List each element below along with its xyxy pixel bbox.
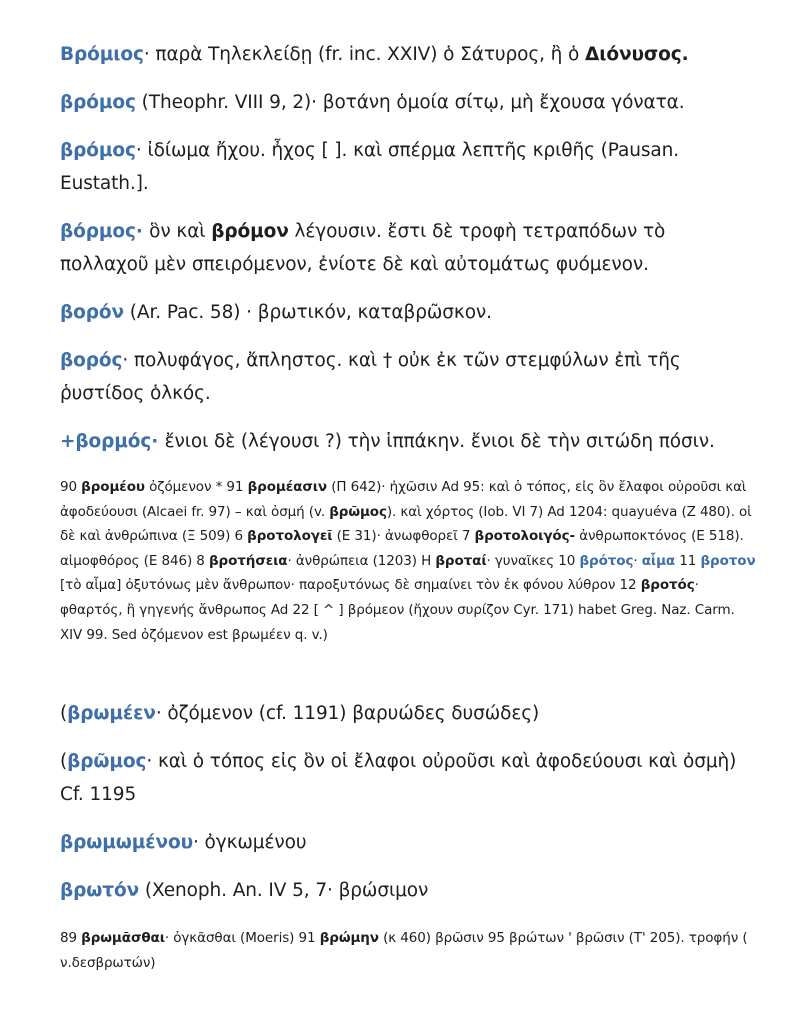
- entry-text: λέγουσιν. ἔστι δὲ τροφὴ τετραπόδων τὸ πολλαχοῦ μὲν σπειρόμενον, ἐνίοτε δὲ καὶ αὐτομάτως φυόμενον.: [60, 221, 666, 275]
- entry-boron: [60, 296, 750, 329]
- bold-term: Διόνυσος.: [585, 44, 689, 65]
- entry-text: 11: [675, 552, 701, 569]
- entry-text: ἔνιοι δὲ (λέγουσι ?) τὴν ἱππάκην. ἔνιοι δὲ τὴν σιτώδη πόσιν.: [164, 431, 715, 452]
- entry-text: (Xenoph. An. IV 5, 7· βρώσιμον: [139, 880, 429, 901]
- headword: βρότος: [579, 552, 634, 569]
- headword: βρωμέεν: [67, 703, 156, 724]
- headword: βρωτόν: [60, 880, 140, 901]
- headword: βρωμωμένου: [60, 832, 193, 853]
- bold-term: βροτήσεια: [208, 552, 288, 569]
- headword: βρῶμος: [67, 751, 147, 772]
- entry-text: (κ 460) βρῶσιν 95 βρώτων ' βρῶσιν (Τ' 205). τροφήν ( ν.δεσβρωτών): [60, 930, 748, 971]
- bold-term: βρόμον: [211, 221, 289, 242]
- entry-text: ·: [633, 552, 642, 569]
- bold-term: βροτός: [640, 577, 695, 594]
- entry-bromeen: [60, 697, 750, 730]
- entry-bormos-plus: [60, 425, 750, 458]
- entry-text: (Ar. Pac. 58) · βρωτικόν, καταβρῶσκον.: [124, 302, 492, 323]
- entry-text: · πολυφάγος, ἄπληστος. καὶ † οὐκ ἐκ τῶν στεμφύλων ἐπὶ τῆς ῥυστίδος ὁλκός.: [60, 350, 681, 404]
- headword: +βορμός·: [60, 431, 165, 452]
- entry-bromomenou: [60, 826, 750, 859]
- bold-term: βροτολοιγός-: [474, 528, 575, 545]
- entry-bromos-plant: [60, 86, 750, 119]
- entry-text: (Theophr. VIII 9, 2)· βοτάνη ὁμοία σίτῳ, μὴ ἔχουσα γόνατα.: [135, 92, 685, 113]
- bold-term: βρομέασιν: [247, 479, 328, 495]
- bold-term: βρώμην: [319, 930, 379, 946]
- entry-text: · ἰδίωμα ἤχου. ἦχος [ ]. καὶ σπέρμα λεπτῆς κριθῆς (Pausan. Eustath.].: [60, 140, 680, 194]
- bold-term: βρωμᾶσθαι: [81, 930, 165, 946]
- entry-bromios: [60, 38, 750, 71]
- headword: βόρμος: [60, 221, 136, 242]
- entry-text: · φθαρτός, ἢ γηγενής ἄνθρωπος Ad 22 [ ^ ] βρόμεον (ἤχουν συρίζον Cyr. 171) habet Greg. Naz. Carm. XIV 99. Sed ὀζόμενον est βρωμέεν q. v.): [60, 577, 735, 643]
- apparatus-note-2: [60, 926, 760, 975]
- headword: βρόμος: [60, 140, 136, 161]
- bold-term: βρῶμος: [329, 503, 387, 520]
- entry-text: · ὀζόμενον (cf. 1191) βαρυώδες δυσώδες): [155, 703, 540, 724]
- entry-broton: [60, 874, 750, 907]
- entry-text: ). καὶ χόρτος (Iob. VI 7) Ad 1204: quayuéva (Z 480). οἱ δὲ καὶ ἀνθρώπινα (Ξ 509) 6: [60, 503, 752, 545]
- entry-bromos-place: [60, 745, 750, 811]
- entry-text: · ἀνθρώπεια (1203) H: [287, 552, 436, 569]
- entry-text: (: [60, 703, 68, 724]
- entry-text: ἀνθρωποκτόνος (Ε 518). αἱμοφθόρος (Ε 846) 8: [60, 528, 744, 569]
- entry-text: ὀζόμενον * 91: [144, 479, 248, 495]
- entry-text: (Ε 31)· ἀνωφθορεῖ 7: [332, 528, 475, 545]
- headword: βορός: [60, 350, 123, 371]
- bold-term: βροταί: [435, 552, 487, 569]
- headword: βορόν: [60, 302, 125, 323]
- entry-bromos-sound: [60, 134, 750, 200]
- entry-text: ὃν καὶ: [149, 221, 212, 242]
- entry-text: [τὸ αἷμα] ὀξυτόνως μὲν ἄνθρωπον· παροξυτόνως δὲ σημαίνει τὸν ἐκ φόνου λύθρον 12: [60, 577, 641, 594]
- entry-bormos: [60, 215, 750, 281]
- bold-term: βρομέου: [81, 479, 145, 495]
- entry-text: · καὶ ὁ τόπος εἰς ὃν οἱ ἔλαφοι οὐροῦσι καὶ ἀφοδεύουσι καὶ ὀσμὴ) Cf. 1195: [60, 751, 737, 805]
- apparatus-note-1: [60, 475, 760, 647]
- entry-text: · ὀγκᾶσθαι (Moeris) 91: [164, 930, 320, 946]
- bold-term: βροτολογεῖ: [247, 528, 333, 545]
- entry-text: · ὀγκωμένου: [192, 832, 307, 853]
- headword: αἷμα: [641, 552, 676, 569]
- entry-text: · γυναῖκες 10: [486, 552, 580, 569]
- headword: βρόμος: [60, 92, 136, 113]
- entry-text: 89: [60, 930, 82, 946]
- entry-text: (: [60, 751, 68, 772]
- headword: Βρόμιος: [60, 44, 144, 65]
- entry-text: 90: [60, 479, 82, 495]
- entry-text: (Π 642)· ἠχῶσιν Ad 95: καὶ ὁ τόπος, εἰς ὃν ἔλαφοι οὐροῦσι καὶ ἀφοδεύουσι (Alcaei fr. 97) – καὶ ὀσμή (v.: [60, 479, 747, 520]
- entry-boros: [60, 344, 750, 410]
- entry-text: · παρὰ Τηλεκλείδῃ (fr. inc. XXIV) ὁ Σάτυρος, ἢ ὁ: [143, 44, 586, 65]
- headword: βροτον: [700, 552, 756, 569]
- headword: ·: [135, 221, 150, 242]
